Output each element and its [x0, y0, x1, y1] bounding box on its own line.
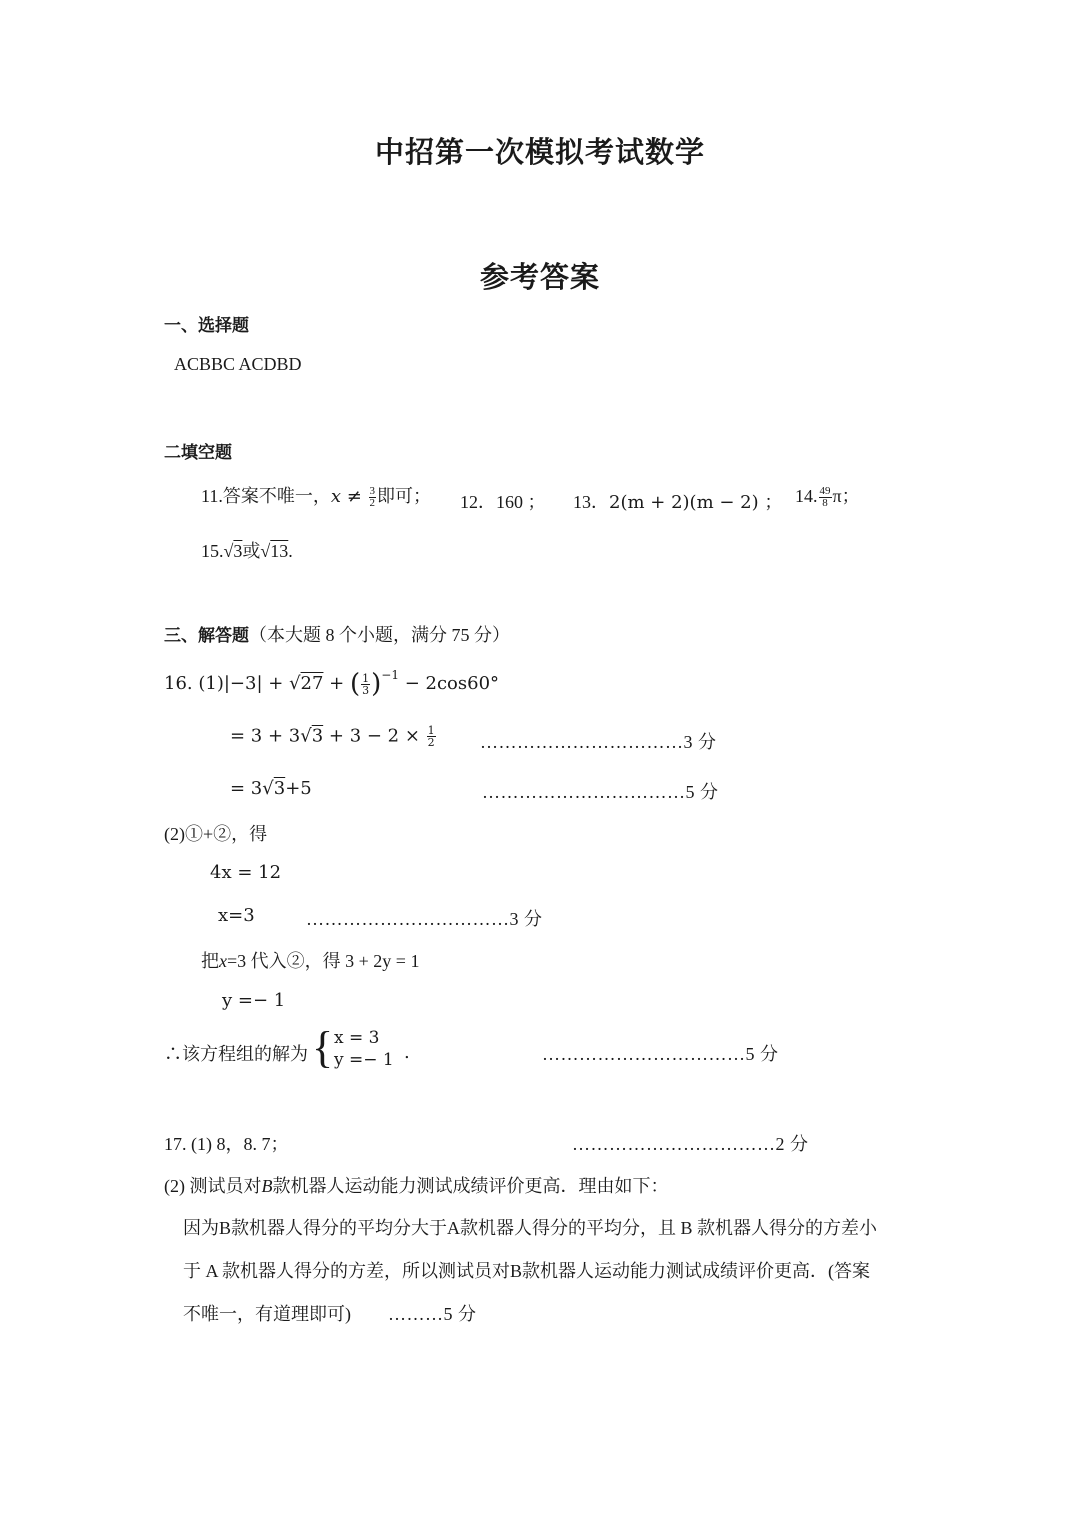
q17-p2-b: B: [261, 1176, 273, 1196]
page-subtitle: 参考答案: [479, 260, 600, 294]
q14-suffix: π；: [832, 486, 860, 506]
q16-conclusion: ∴该方程组的解为: [164, 1044, 308, 1064]
q13-expr: 2(m + 2)(m − 2) ；: [609, 492, 783, 513]
q11-neq: ≠: [341, 486, 368, 507]
q16-step1-fraction: [427, 725, 436, 748]
q16-part2-label: (2)①+②，得: [164, 824, 268, 844]
sqrt-symbol: √: [260, 541, 271, 561]
q16-step1-frac-num: 1: [427, 724, 435, 737]
sqrt-symbol: √: [262, 778, 274, 799]
q16-sub-var: x: [219, 951, 227, 971]
fill-answer-14: [795, 482, 860, 509]
q16-step1-b: + 3 − 2 ×: [323, 725, 426, 747]
q16-step1-frac-den: 2: [427, 736, 435, 749]
q16-step2-a: = 3: [230, 778, 263, 799]
section-note: （本大题 8 个小题，满分 75 分）: [249, 625, 510, 645]
q16-p1-b: +: [323, 673, 350, 694]
q16-eq2-score: ……………………………3 分: [306, 909, 543, 929]
left-paren: (: [349, 669, 361, 699]
q16-step2: [230, 778, 312, 799]
q15-root1: 3: [233, 541, 243, 561]
q17-part2-intro: [164, 1172, 669, 1198]
q16-step2-sqrt: 3: [273, 778, 286, 799]
section-heading-fill: 二填空题: [164, 443, 232, 463]
q16-eq3: y =− 1: [222, 990, 286, 1011]
q14-fraction: [819, 486, 832, 509]
right-paren: ): [371, 669, 382, 699]
q15-or: 或: [242, 541, 261, 561]
q14-frac-num: 49: [819, 485, 831, 498]
q14-prefix: 14.: [795, 486, 818, 506]
q17-reason-line3: 不唯一，有道理即可): [183, 1304, 351, 1324]
fill-answer-13: [573, 488, 782, 514]
choice-answers: ACBBC ACDBD: [174, 354, 302, 374]
q13-prefix: 13．: [573, 492, 609, 512]
q16-p1-exponent: −1: [381, 668, 399, 682]
q16-step2-b: +5: [285, 778, 312, 799]
q16-p1-frac-den: 3: [362, 683, 370, 697]
q17-part2-score: ………5 分: [388, 1304, 477, 1324]
q16-part1-expr: [164, 668, 499, 699]
q14-frac-den: 8: [822, 497, 828, 510]
section-heading-solve: 三、解答题: [164, 626, 249, 646]
q17-part1: 17. (1) 8，8. 7；: [164, 1134, 289, 1154]
q16-substitute: [201, 947, 419, 973]
fill-answer-11: [201, 482, 431, 509]
q11-frac-num: 3: [369, 485, 376, 498]
q17-part1-score: ……………………………2 分: [572, 1134, 809, 1154]
q16-step1-a: = 3 + 3: [230, 725, 301, 747]
q15-prefix: 15.: [201, 541, 224, 561]
q16-step1: [230, 725, 437, 748]
sqrt-symbol: √: [289, 673, 301, 694]
q16-eq1: 4x = 12: [210, 862, 282, 883]
q16-p1-a: |−3| +: [223, 673, 290, 694]
q16-solution-dot: .: [404, 1042, 410, 1063]
section-heading-solve-row: [164, 621, 510, 647]
q17-p2-a: (2) 测试员对: [164, 1176, 262, 1196]
q16-solution-x: x = 3: [334, 1028, 380, 1048]
q11-var: x: [330, 486, 341, 507]
q17-p2-c: 款机器人运动能力测试成绩评价更高．理由如下：: [272, 1176, 669, 1196]
q16-p1-sqrt: 27: [300, 673, 324, 694]
q17-reason-line2: 于 A 款机器人得分的方差，所以测试员对B款机器人运动能力测试成绩评价更高．(答案: [183, 1261, 871, 1281]
fill-answer-15: [201, 537, 293, 563]
q11-prefix: 11.答案不唯一，: [201, 486, 331, 506]
q11-suffix: 即可；: [377, 486, 432, 506]
q16-step1-score: ……………………………3 分: [480, 732, 717, 752]
q17-reason-line1: 因为B款机器人得分的平均分大于A款机器人得分的平均分，且 B 款机器人得分的方差小: [183, 1218, 878, 1238]
q15-end: .: [288, 541, 293, 561]
q16-eq2: x=3: [218, 905, 255, 926]
sqrt-symbol: √: [223, 541, 234, 561]
q16-p1-c: − 2cos60°: [399, 673, 500, 694]
page-title: 中招第一次模拟考试数学: [374, 135, 705, 169]
section-heading-choice: 一、选择题: [164, 316, 249, 336]
q16-sub-b: =3 代入②，得 3 + 2y = 1: [227, 951, 420, 971]
q11-frac-den: 2: [369, 497, 376, 510]
q16-step1-sqrt: 3: [311, 725, 324, 747]
fill-answer-12: 12．160 ；: [460, 492, 546, 512]
q16-solution-y: y =− 1: [334, 1050, 394, 1070]
q16-p1-frac-num: 1: [362, 671, 370, 685]
q11-fraction: [369, 486, 377, 509]
system-brace: {: [312, 1023, 334, 1072]
q16-conclusion-score: ……………………………5 分: [542, 1044, 779, 1064]
q16-p1-fraction: [361, 673, 370, 696]
q16-sub-a: 把: [201, 951, 219, 971]
q15-root2: 13: [270, 541, 289, 561]
q16-step2-score: ……………………………5 分: [482, 782, 719, 802]
sqrt-symbol: √: [300, 725, 312, 747]
q16-label: 16. (1): [164, 673, 224, 694]
